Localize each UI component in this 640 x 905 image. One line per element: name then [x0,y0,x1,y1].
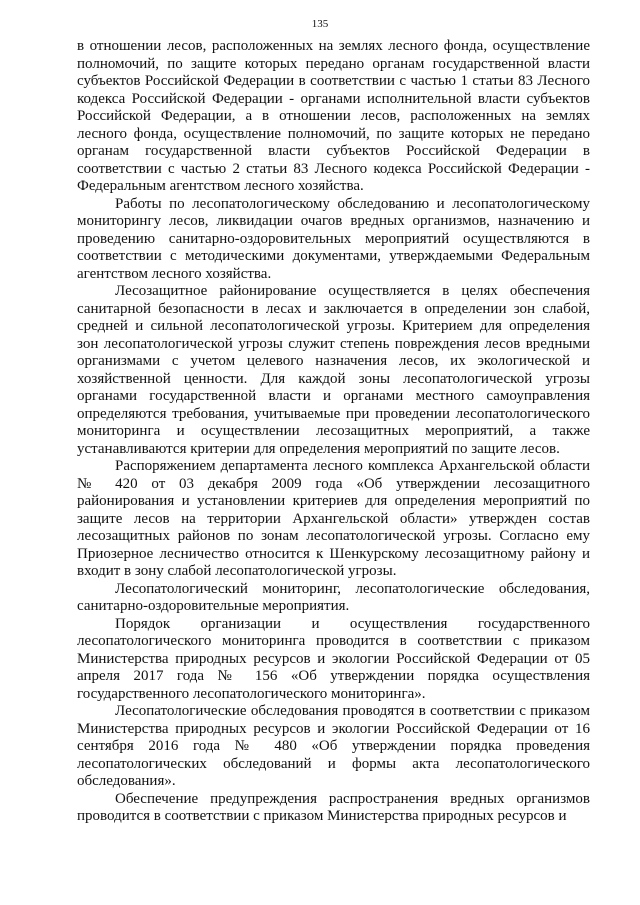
paragraph-3: Лесозащитное районирование осуществляется в целях обеспечения санитарной безопасности в лесах и заключается в определении зон слабой, средней и сильной лесопатологической угрозы. Критерием для определения зон лесопатологической угрозы служит степень повреждения лесов вредными организмами с учетом целевого назначения лесов, их экологической и хозяйственной ценности. Для каждой зоны лесопатологической угрозы органами государственной власти и органами местного самоуправления определяются требования, учитываемые при проведении лесопатологического мониторинга и осуществлении лесозащитных мероприятий, а также устанавливаются критерии для определения мероприятий по защите лесов. [77,283,590,457]
paragraph-8: Обеспечение предупреждения распространения вредных организмов проводится в соответствии с приказом Министерства природных ресурсов и [77,790,590,824]
paragraph-4: Распоряжением департамента лесного комплекса Архангельской области № 420 от 03 декабря 2009 года «Об утверждении лесозащитного районирования и установлении критериев для определения мероприятий по защите лесов на территории Архангельской области» утвержден состав лесозащитных районов по зонам лесопатологической угрозы. Согласно ему Приозерное лесничество относится к Шенкурскому лесозащитному району и входит в зону слабой лесопатологической угрозы. [77,458,590,579]
paragraph-5: Лесопатологический мониторинг, лесопатологические обследования, санитарно-оздоровительные мероприятия. [77,580,590,614]
document-body [77,38,590,826]
paragraph-2: Работы по лесопатологическому обследованию и лесопатологическому мониторингу лесов, ликвидации очагов вредных организмов, назначению и проведению санитарно-оздоровительных мероприятий осуществляются в соответствии с методическими документами, утверждаемыми Федеральным агентством лесного хозяйства. [77,195,590,282]
page-number: 135 [311,18,329,30]
paragraph-1: в отношении лесов, расположенных на землях лесного фонда, осуществление полномочий, по защите которых передано органам государственной власти субъектов Российской Федерации в соответствии с частью 1 статьи 83 Лесного кодекса Российской Федерации - органами исполнительной власти субъектов Российской Федерации, а в отношении лесов, расположенных на землях лесного фонда, осуществление полномочий, по защите которых не передано органам государственной власти субъектов Российской Федерации в соответствии с частью 2 статьи 83 Лесного кодекса Российской Федерации - Федеральным агентством лесного хозяйства. [77,38,590,194]
paragraph-7: Лесопатологические обследования проводятся в соответствии с приказом Министерства природных ресурсов и экологии Российской Федерации от 16 сентября 2016 года № 480 «Об утверждении порядка проведения лесопатологических обследований и формы акта лесопатологического обследования». [77,703,590,789]
paragraph-6: Порядок организации и осуществления государственного лесопатологического мониторинга проводится в соответствии с приказом Министерства природных ресурсов и экологии Российской Федерации от 05 апреля 2017 года № 156 «Об утверждении порядка осуществления государственного лесопатологического мониторинга». [77,615,590,702]
